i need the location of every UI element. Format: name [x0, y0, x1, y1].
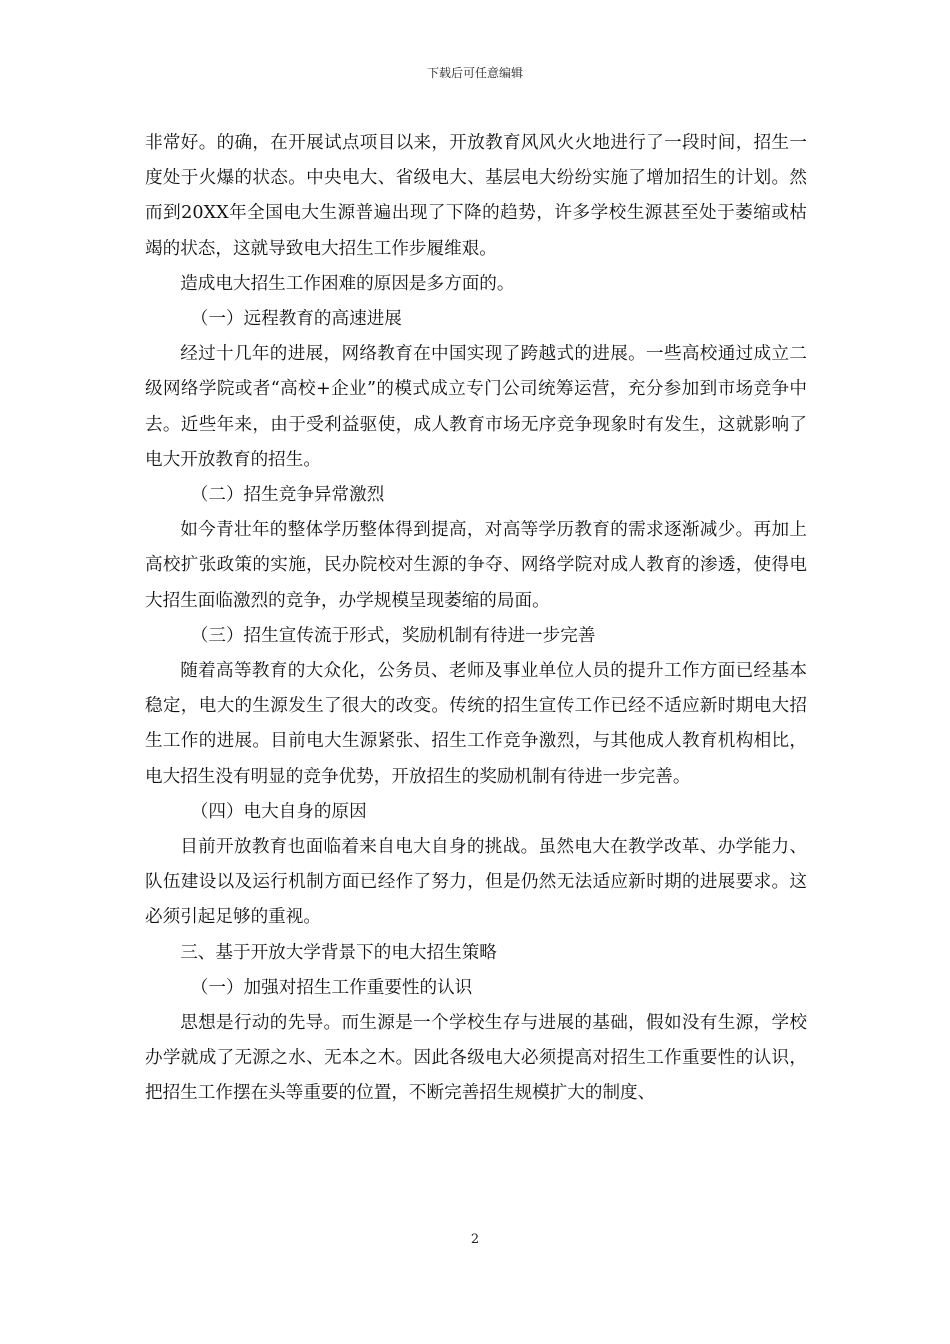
paragraph: 经过十几年的进展，网络教育在中国实现了跨越式的进展。一些高校通过成立二级网络学院或者“高校+企业”的模式成立专门公司统筹运营，充分参加到市场竞争中去。近些年来，由于受利益驱使，成人教育市场无序竞争现象时有发生，这就影响了电大开放教育的招生。: [145, 344, 807, 470]
section-heading: （三）招生宣传流于形式，奖励机制有待进一步完善: [190, 625, 596, 646]
page-number: 2: [470, 1232, 480, 1247]
paragraph: 目前开放教育也面临着来自电大自身的挑战。虽然电大在教学改革、办学能力、队伍建设以及运行机制方面已经作了努力，但是仍然无法适应新时期的进展要求。这必须引起足够的重视。: [145, 837, 807, 928]
paragraph: 非常好。的确，在开展试点项目以来，开放教育风风火火地进行了一段时间，招生一度处于火爆的状态。中央电大、省级电大、基层电大纷纷实施了增加招生的计划。然而到20XX年全国电大生源普遍出现了下降的趋势，许多学校生源甚至处于萎缩或枯竭的状态，这就导致电大招生工作步履维艰。: [145, 133, 807, 259]
section-heading: （四）电大自身的原因: [190, 801, 367, 822]
section-heading: （一）远程教育的高速进展: [190, 309, 402, 330]
chapter-heading: 三、基于开放大学背景下的电大招生策略: [180, 942, 497, 963]
section-heading: （二）招生竞争异常激烈: [190, 485, 385, 506]
paragraph: 随着高等教育的大众化，公务员、老师及事业单位人员的提升工作方面已经基本稳定，电大的生源发生了很大的改变。传统的招生宣传工作已经不适应新时期电大招生工作的进展。目前电大生源紧张、招生工作竞争激烈，与其他成人教育机构相比，电大招生没有明显的竞争优势，开放招生的奖励机制有待进一步完善。: [145, 661, 807, 787]
section-heading: （一）加强对招生工作重要性的认识: [190, 977, 473, 998]
document-body: [145, 126, 807, 1112]
paragraph: 思想是行动的先导。而生源是一个学校生存与进展的基础，假如没有生源，学校办学就成了无源之水、无本之木。因此各级电大必须提高对招生工作重要性的认识，把招生工作摆在头等重要的位置，不断完善招生规模扩大的制度、: [145, 1013, 807, 1104]
paragraph: 造成电大招生工作困难的原因是多方面的。: [180, 273, 515, 294]
paragraph: 如今青壮年的整体学历整体得到提高，对高等学历教育的需求逐渐减少。再加上高校扩张政策的实施，民办院校对生源的争夺、网络学院对成人教育的渗透，使得电大招生面临激烈的竞争，办学规模呈现萎缩的局面。: [145, 520, 807, 611]
page-header: 下载后可任意编辑: [426, 66, 523, 80]
